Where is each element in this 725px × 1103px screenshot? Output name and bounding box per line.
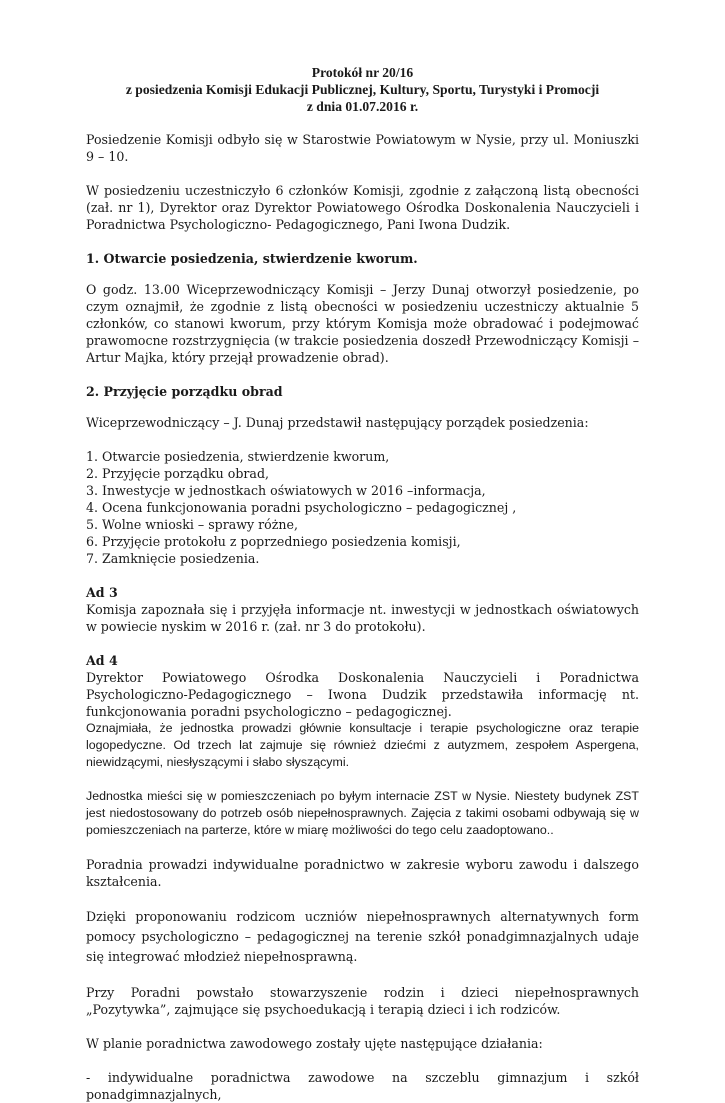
list-item: 1. Otwarcie posiedzenia, stwierdzenie kworum, xyxy=(86,449,390,464)
section1-body: O godz. 13.00 Wiceprzewodniczący Komisji – Jerzy Dunaj otworzył posiedzenie, po czym oznajmił, że zgodnie z listą obecności w posiedzeniu uczestniczy aktualnie 5 członków, co stanowi kworum, przy którym Komisja może obradować i podejmować prawomocne rozstrzygnięcia (w trakcie posiedzenia doszedł Przewodniczący Komisji – Artur Majka, który przejął prowadzenie obrad). xyxy=(86,282,639,365)
section2-intro: Wiceprzewodniczący – J. Dunaj przedstawił następujący porządek posiedzenia: xyxy=(86,415,589,430)
ad4-paragraph-5: Dzięki proponowaniu rodzicom uczniów niepełnosprawnych alternatywnych form pomocy psychologiczno – pedagogicznej na terenie szkół ponadgimnazjalnych udaje się integrować młodzież niepełnosprawną. xyxy=(86,909,639,964)
list-item: 5. Wolne wnioski – sprawy różne, xyxy=(86,517,298,532)
section1-heading: 1. Otwarcie posiedzenia, stwierdzenie kworum. xyxy=(86,251,418,266)
agenda-list xyxy=(86,448,639,567)
ad4-paragraph-2: Oznajmiała, że jednostka prowadzi głównie konsultacje i terapie psychologiczne oraz terapie logopedyczne. Od trzech lat zajmuje się również dziećmi z autyzmem, zespołem Aspergena, niewidzącymi, niesłyszącymi i słabo słyszącymi. xyxy=(86,721,639,769)
section2-heading: 2. Przyjęcie porządku obrad xyxy=(86,384,283,399)
ad4-paragraph-8: - indywidualne poradnictwa zawodowe na szczeblu gimnazjum i szkół ponadgimnazjalnych, xyxy=(86,1070,639,1102)
protocol-subtitle: z posiedzenia Komisji Edukacji Publicznej, Kultury, Sportu, Turystyki i Promocji xyxy=(125,82,600,97)
document-header xyxy=(86,64,639,115)
ad4-paragraph-3: Jednostka mieści się w pomieszczeniach po byłym internacie ZST w Nysie. Niestety budynek ZST jest niedostosowany do potrzeb osób niepełnosprawnych. Zajęcia z takimi osobami odbywają się w pomieszczeniach na parterze, które w miarę możliwości do tego celu zaadoptowano.. xyxy=(86,789,639,837)
ad3-heading: Ad 3 xyxy=(86,585,118,600)
document-page xyxy=(86,64,639,1103)
ad4-heading: Ad 4 xyxy=(86,653,118,668)
intro-place: Posiedzenie Komisji odbyło się w Starostwie Powiatowym w Nysie, przy ul. Moniuszki 9 – 10. xyxy=(86,132,639,164)
ad4-paragraph-7: W planie poradnictwa zawodowego zostały ujęte następujące działania: xyxy=(86,1036,543,1051)
ad3-body: Komisja zapoznała się i przyjęła informacje nt. inwestycji w jednostkach oświatowych w powiecie nyskim w 2016 r. (zał. nr 3 do protokołu). xyxy=(86,602,639,634)
list-item: 6. Przyjęcie protokołu z poprzedniego posiedzenia komisji, xyxy=(86,534,461,549)
protocol-title: Protokół nr 20/16 xyxy=(311,65,414,80)
list-item: 2. Przyjęcie porządku obrad, xyxy=(86,466,270,481)
list-item: 4. Ocena funkcjonowania poradni psychologiczno – pedagogicznej , xyxy=(86,500,517,515)
protocol-date: z dnia 01.07.2016 r. xyxy=(306,99,419,114)
list-item: 7. Zamknięcie posiedzenia. xyxy=(86,551,260,566)
list-item: 3. Inwestycje w jednostkach oświatowych w 2016 –informacja, xyxy=(86,483,486,498)
ad4-paragraph-6: Przy Poradni powstało stowarzyszenie rodzin i dzieci niepełnosprawnych „Pozytywka”, zajmujące się psychoedukacją i terapią dzieci i ich rodziców. xyxy=(86,985,639,1017)
ad4-paragraph-4: Poradnia prowadzi indywidualne poradnictwo w zakresie wyboru zawodu i dalszego kształcenia. xyxy=(86,857,639,889)
intro-attendance: W posiedzeniu uczestniczyło 6 członków Komisji, zgodnie z załączoną listą obecności (zał. nr 1), Dyrektor oraz Dyrektor Powiatowego Ośrodka Doskonalenia Nauczycieli i Poradnictwa Psychologiczno- Pedagogicznego, Pani Iwona Dudzik. xyxy=(86,183,639,232)
ad4-paragraph-1: Dyrektor Powiatowego Ośrodka Doskonalenia Nauczycieli i Poradnictwa Psychologiczno-Pedagogicznego – Iwona Dudzik przedstawiła informację nt. funkcjonowania poradni psychologiczno – pedagogicznej. xyxy=(86,670,639,719)
